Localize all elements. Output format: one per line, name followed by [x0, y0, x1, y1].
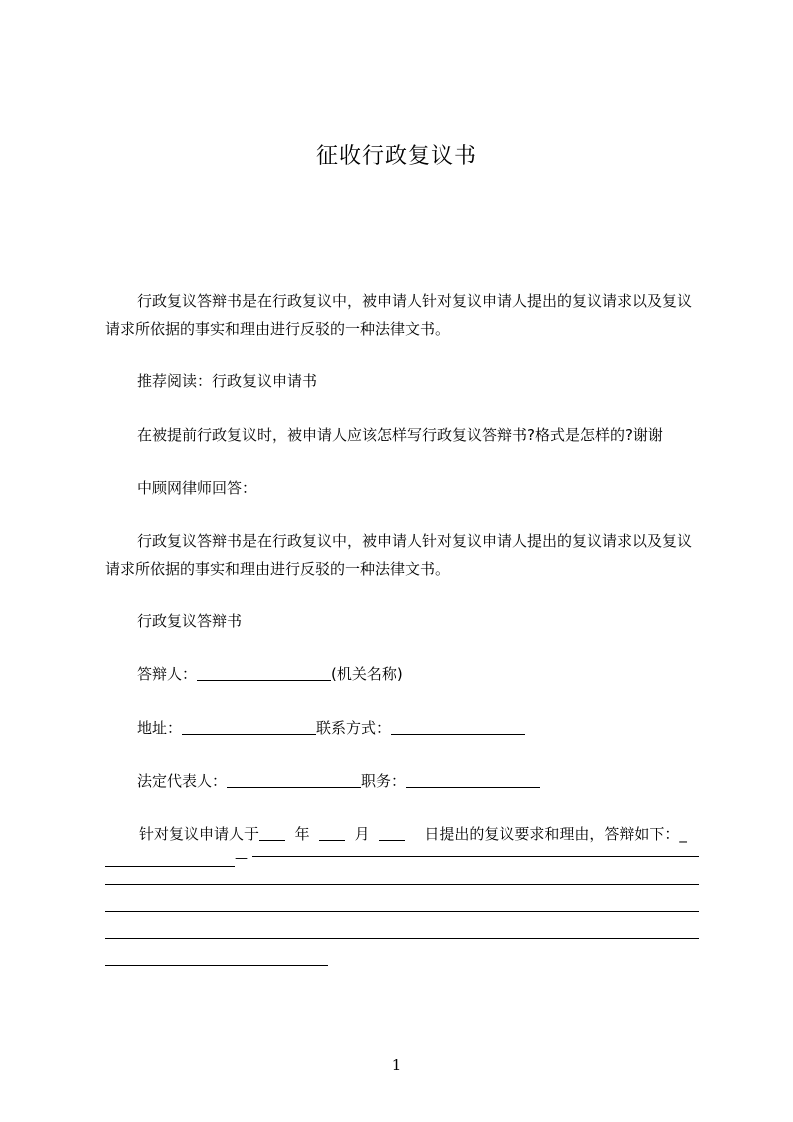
legal-rep-label: 法定代表人： — [137, 772, 228, 790]
answer-rule — [105, 938, 699, 939]
answer-paragraph: 行政复议答辩书是在行政复议中，被申请人针对复议申请人提出的复议请求以及复议请求所依据的事实和理由进行反驳的一种法律文书。 — [105, 532, 693, 578]
position-blank[interactable] — [406, 772, 540, 788]
year-label: 年 — [294, 825, 310, 843]
address-line — [137, 714, 732, 742]
reply-form-title: 行政复议答辩书 — [137, 612, 243, 630]
reply-date-line — [139, 820, 734, 848]
address-label: 地址： — [137, 719, 183, 737]
trailing-blank: _ — [679, 825, 687, 843]
contact-blank[interactable] — [391, 719, 525, 735]
legal-rep-blank[interactable] — [227, 772, 361, 788]
legal-rep-line — [137, 767, 732, 795]
respondent-blank[interactable] — [197, 665, 331, 681]
question-paragraph: 在被提前行政复议时，被申请人应该怎样写行政复议答辩书?格式是怎样的?谢谢 — [137, 426, 663, 444]
answer-rule — [105, 884, 699, 885]
intro-paragraph: 行政复议答辩书是在行政复议中，被申请人针对复议申请人提出的复议请求以及复议请求所依据的事实和理由进行反驳的一种法律文书。 — [105, 292, 693, 338]
respondent-suffix: (机关名称) — [331, 665, 403, 683]
answer-rule — [105, 965, 328, 966]
year-blank[interactable] — [259, 825, 285, 841]
recommended-reading: 推荐阅读：行政复议申请书 — [137, 372, 318, 390]
lawyer-answer-heading: 中顾网律师回答： — [137, 479, 258, 497]
reply-prefix: 针对复议申请人于 — [139, 825, 260, 843]
month-blank[interactable] — [319, 825, 345, 841]
answer-dash: — — [235, 851, 248, 866]
answer-rule — [105, 866, 235, 867]
month-label: 月 — [354, 825, 370, 843]
day-blank[interactable] — [379, 825, 405, 841]
respondent-line — [137, 660, 732, 688]
address-blank[interactable] — [182, 719, 316, 735]
position-label: 职务： — [361, 772, 407, 790]
document-title: 征收行政复议书 — [315, 144, 477, 169]
answer-rule — [252, 856, 699, 857]
answer-rule — [105, 911, 699, 912]
day-text: 日提出的复议要求和理由，答辩如下： — [424, 825, 680, 843]
page-number: 1 — [391, 1056, 402, 1074]
respondent-label: 答辩人： — [137, 665, 198, 683]
contact-label: 联系方式： — [316, 719, 392, 737]
